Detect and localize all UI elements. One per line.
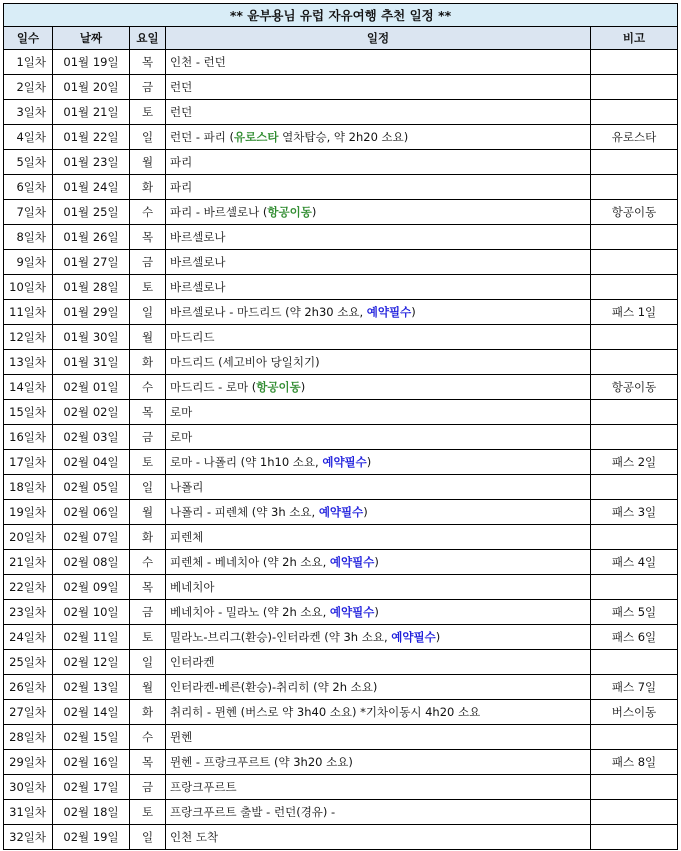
cell-note: 버스이동 [591, 700, 678, 725]
cell-note [591, 150, 678, 175]
cell-date: 01월 30일 [53, 325, 130, 350]
schedule-segment: 로마 - 나폴리 (약 1h10 소요, [170, 455, 323, 469]
cell-dow: 월 [130, 150, 166, 175]
schedule-segment: ) [374, 555, 379, 569]
cell-day: 31일차 [4, 800, 53, 825]
cell-date: 02월 17일 [53, 775, 130, 800]
cell-dow: 월 [130, 500, 166, 525]
schedule-segment: 인천 - 런던 [170, 55, 226, 69]
cell-dow: 토 [130, 275, 166, 300]
table-row [4, 175, 678, 200]
schedule-segment: 뮌헨 - 프랑크푸르트 (약 3h20 소요) [170, 755, 353, 769]
cell-dow: 수 [130, 375, 166, 400]
table-row [4, 200, 678, 225]
header-schedule: 일정 [166, 27, 591, 50]
schedule-segment: 바르셀로나 [170, 255, 226, 269]
cell-schedule [166, 575, 591, 600]
cell-schedule [166, 750, 591, 775]
cell-date: 01월 24일 [53, 175, 130, 200]
table-row [4, 425, 678, 450]
cell-date: 02월 14일 [53, 700, 130, 725]
cell-schedule [166, 250, 591, 275]
cell-date: 02월 19일 [53, 825, 130, 850]
table-row [4, 225, 678, 250]
schedule-segment: 인터라켄-베른(환승)-취리히 (약 2h 소요) [170, 680, 378, 694]
cell-schedule [166, 350, 591, 375]
schedule-segment: 로마 [170, 405, 193, 419]
table-row [4, 600, 678, 625]
schedule-segment: 런던 - 파리 ( [170, 130, 235, 144]
cell-date: 02월 07일 [53, 525, 130, 550]
cell-dow: 월 [130, 675, 166, 700]
cell-date: 01월 22일 [53, 125, 130, 150]
cell-note: 항공이동 [591, 200, 678, 225]
cell-date: 02월 02일 [53, 400, 130, 425]
schedule-segment: ) [374, 605, 379, 619]
cell-date: 01월 20일 [53, 75, 130, 100]
cell-note [591, 575, 678, 600]
header-dow: 요일 [130, 27, 166, 50]
cell-dow: 목 [130, 50, 166, 75]
cell-date: 01월 26일 [53, 225, 130, 250]
cell-day: 24일차 [4, 625, 53, 650]
cell-note [591, 225, 678, 250]
cell-schedule [166, 450, 591, 475]
cell-day: 5일차 [4, 150, 53, 175]
schedule-segment: 예약필수 [366, 305, 412, 319]
cell-note [591, 175, 678, 200]
cell-note: 패스 4일 [591, 550, 678, 575]
schedule-segment: 나폴리 [170, 480, 204, 494]
cell-day: 20일차 [4, 525, 53, 550]
table-row [4, 475, 678, 500]
schedule-segment: 항공이동 [256, 380, 301, 394]
table-row [4, 800, 678, 825]
cell-schedule [166, 200, 591, 225]
cell-note: 항공이동 [591, 375, 678, 400]
cell-date: 02월 16일 [53, 750, 130, 775]
table-row [4, 450, 678, 475]
cell-dow: 화 [130, 175, 166, 200]
cell-note: 패스 6일 [591, 625, 678, 650]
schedule-segment: ) [411, 305, 416, 319]
cell-dow: 화 [130, 700, 166, 725]
schedule-segment: 인천 도착 [170, 830, 219, 844]
cell-note: 유로스타 [591, 125, 678, 150]
cell-note [591, 650, 678, 675]
table-row [4, 150, 678, 175]
cell-day: 29일차 [4, 750, 53, 775]
cell-date: 02월 08일 [53, 550, 130, 575]
cell-dow: 화 [130, 350, 166, 375]
cell-day: 11일차 [4, 300, 53, 325]
cell-schedule [166, 475, 591, 500]
cell-day: 4일차 [4, 125, 53, 150]
cell-date: 02월 04일 [53, 450, 130, 475]
table-row [4, 625, 678, 650]
cell-day: 3일차 [4, 100, 53, 125]
header-row [4, 27, 678, 50]
table-row [4, 675, 678, 700]
cell-date: 02월 11일 [53, 625, 130, 650]
cell-dow: 목 [130, 575, 166, 600]
cell-note [591, 400, 678, 425]
cell-date: 02월 15일 [53, 725, 130, 750]
schedule-segment: 바르셀로나 - 마드리드 (약 2h30 소요, [170, 305, 367, 319]
cell-schedule [166, 800, 591, 825]
cell-schedule [166, 500, 591, 525]
table-row [4, 575, 678, 600]
cell-schedule [166, 75, 591, 100]
cell-day: 6일차 [4, 175, 53, 200]
table-row [4, 275, 678, 300]
cell-schedule [166, 225, 591, 250]
schedule-segment: 피렌체 - 베네치아 (약 2h 소요, [170, 555, 330, 569]
table-row [4, 250, 678, 275]
schedule-segment: 나폴리 - 피렌체 (약 3h 소요, [170, 505, 319, 519]
cell-dow: 금 [130, 250, 166, 275]
cell-date: 01월 29일 [53, 300, 130, 325]
cell-date: 02월 05일 [53, 475, 130, 500]
table-row [4, 650, 678, 675]
cell-date: 01월 27일 [53, 250, 130, 275]
cell-schedule [166, 825, 591, 850]
cell-date: 01월 31일 [53, 350, 130, 375]
table-row [4, 350, 678, 375]
cell-date: 02월 12일 [53, 650, 130, 675]
schedule-segment: 인터라켄 [170, 655, 215, 669]
cell-dow: 목 [130, 400, 166, 425]
schedule-segment: 베네치아 [170, 580, 215, 594]
schedule-segment: 파리 [170, 180, 193, 194]
cell-note: 패스 5일 [591, 600, 678, 625]
cell-day: 10일차 [4, 275, 53, 300]
cell-date: 01월 25일 [53, 200, 130, 225]
cell-dow: 목 [130, 750, 166, 775]
cell-schedule [166, 650, 591, 675]
cell-day: 18일차 [4, 475, 53, 500]
table-row [4, 75, 678, 100]
table-row [4, 325, 678, 350]
cell-date: 01월 19일 [53, 50, 130, 75]
schedule-segment: 파리 - 바르셀로나 ( [170, 205, 268, 219]
table-row [4, 825, 678, 850]
cell-dow: 화 [130, 525, 166, 550]
cell-schedule [166, 400, 591, 425]
table-row [4, 50, 678, 75]
cell-dow: 목 [130, 225, 166, 250]
cell-day: 27일차 [4, 700, 53, 725]
cell-note [591, 800, 678, 825]
cell-note [591, 100, 678, 125]
itinerary-table [3, 3, 678, 850]
schedule-segment: 프랑크푸르트 출발 - 런던(경유) - [170, 805, 336, 819]
cell-dow: 토 [130, 625, 166, 650]
header-date: 날짜 [53, 27, 130, 50]
table-row [4, 725, 678, 750]
cell-note [591, 250, 678, 275]
cell-day: 30일차 [4, 775, 53, 800]
table-row [4, 125, 678, 150]
schedule-segment: 항공이동 [267, 205, 312, 219]
schedule-segment: 바르셀로나 [170, 230, 226, 244]
cell-note [591, 275, 678, 300]
cell-note [591, 75, 678, 100]
cell-date: 01월 23일 [53, 150, 130, 175]
cell-note: 패스 3일 [591, 500, 678, 525]
cell-schedule [166, 625, 591, 650]
cell-day: 8일차 [4, 225, 53, 250]
schedule-segment: 밀라노-브리그(환승)-인터라켄 (약 3h 소요, [170, 630, 392, 644]
cell-note [591, 475, 678, 500]
cell-schedule [166, 150, 591, 175]
cell-schedule [166, 550, 591, 575]
cell-dow: 일 [130, 125, 166, 150]
schedule-segment: ) [300, 380, 306, 394]
cell-dow: 월 [130, 325, 166, 350]
cell-day: 12일차 [4, 325, 53, 350]
title-row [4, 4, 678, 27]
schedule-segment: 열차탑승, 약 2h20 소요) [278, 130, 409, 144]
cell-dow: 금 [130, 75, 166, 100]
cell-schedule [166, 50, 591, 75]
schedule-segment: 마드리드 [170, 330, 215, 344]
cell-schedule [166, 325, 591, 350]
cell-schedule [166, 525, 591, 550]
cell-day: 21일차 [4, 550, 53, 575]
cell-schedule [166, 275, 591, 300]
cell-note: 패스 7일 [591, 675, 678, 700]
schedule-segment: 예약필수 [322, 455, 367, 469]
schedule-segment: 예약필수 [318, 505, 364, 519]
schedule-segment: 유로스타 [234, 130, 279, 144]
cell-date: 02월 13일 [53, 675, 130, 700]
cell-day: 9일차 [4, 250, 53, 275]
schedule-segment: 런던 [170, 105, 193, 119]
schedule-segment: 마드리드 - 로마 ( [170, 380, 257, 394]
schedule-segment: 바르셀로나 [170, 280, 226, 294]
cell-note [591, 350, 678, 375]
table-row [4, 700, 678, 725]
cell-day: 17일차 [4, 450, 53, 475]
cell-dow: 금 [130, 775, 166, 800]
cell-schedule [166, 175, 591, 200]
schedule-segment: 예약필수 [329, 555, 375, 569]
cell-dow: 수 [130, 200, 166, 225]
cell-dow: 수 [130, 550, 166, 575]
header-note: 비고 [591, 27, 678, 50]
schedule-segment: 뮌헨 [170, 730, 193, 744]
table-row [4, 300, 678, 325]
cell-day: 22일차 [4, 575, 53, 600]
cell-date: 02월 18일 [53, 800, 130, 825]
table-row [4, 500, 678, 525]
cell-day: 14일차 [4, 375, 53, 400]
cell-schedule [166, 375, 591, 400]
cell-dow: 일 [130, 825, 166, 850]
cell-day: 32일차 [4, 825, 53, 850]
table-row [4, 550, 678, 575]
cell-day: 1일차 [4, 50, 53, 75]
cell-note: 패스 8일 [591, 750, 678, 775]
cell-note [591, 50, 678, 75]
cell-schedule [166, 100, 591, 125]
cell-day: 25일차 [4, 650, 53, 675]
schedule-segment: 취리히 - 뮌헨 (버스로 약 3h40 소요) *기차이동시 4h20 소요 [170, 705, 481, 719]
cell-dow: 금 [130, 425, 166, 450]
cell-day: 19일차 [4, 500, 53, 525]
schedule-segment: 로마 [170, 430, 193, 444]
cell-day: 28일차 [4, 725, 53, 750]
schedule-segment: ) [366, 455, 372, 469]
cell-date: 01월 28일 [53, 275, 130, 300]
schedule-segment: ) [363, 505, 368, 519]
cell-day: 2일차 [4, 75, 53, 100]
cell-schedule [166, 700, 591, 725]
schedule-segment: 마드리드 (세고비아 당일치기) [170, 355, 320, 369]
schedule-segment: 예약필수 [391, 630, 436, 644]
cell-day: 16일차 [4, 425, 53, 450]
cell-date: 02월 06일 [53, 500, 130, 525]
cell-note: 패스 2일 [591, 450, 678, 475]
cell-note [591, 825, 678, 850]
cell-dow: 토 [130, 100, 166, 125]
cell-note [591, 725, 678, 750]
cell-schedule [166, 775, 591, 800]
cell-dow: 토 [130, 450, 166, 475]
cell-date: 02월 01일 [53, 375, 130, 400]
cell-date: 01월 21일 [53, 100, 130, 125]
table-row [4, 400, 678, 425]
cell-schedule [166, 125, 591, 150]
cell-dow: 일 [130, 650, 166, 675]
schedule-segment: 런던 [170, 80, 193, 94]
cell-dow: 금 [130, 600, 166, 625]
cell-day: 26일차 [4, 675, 53, 700]
cell-schedule [166, 600, 591, 625]
table-row [4, 775, 678, 800]
cell-schedule [166, 300, 591, 325]
cell-day: 7일차 [4, 200, 53, 225]
table-row [4, 525, 678, 550]
cell-day: 13일차 [4, 350, 53, 375]
schedule-segment: ) [311, 205, 317, 219]
schedule-segment: 예약필수 [329, 605, 375, 619]
cell-note [591, 775, 678, 800]
schedule-segment: ) [435, 630, 441, 644]
schedule-segment: 프랑크푸르트 [170, 780, 237, 794]
schedule-segment: 피렌체 [170, 530, 204, 544]
cell-date: 02월 10일 [53, 600, 130, 625]
table-row [4, 100, 678, 125]
cell-day: 15일차 [4, 400, 53, 425]
schedule-segment: 베네치아 - 밀라노 (약 2h 소요, [170, 605, 330, 619]
cell-note [591, 325, 678, 350]
schedule-segment: 파리 [170, 155, 193, 169]
cell-note: 패스 1일 [591, 300, 678, 325]
cell-note [591, 525, 678, 550]
cell-note [591, 425, 678, 450]
cell-dow: 일 [130, 475, 166, 500]
cell-dow: 토 [130, 800, 166, 825]
cell-schedule [166, 675, 591, 700]
cell-dow: 일 [130, 300, 166, 325]
cell-schedule [166, 425, 591, 450]
cell-day: 23일차 [4, 600, 53, 625]
cell-date: 02월 09일 [53, 575, 130, 600]
cell-date: 02월 03일 [53, 425, 130, 450]
cell-schedule [166, 725, 591, 750]
sheet-title: ** 윤부용님 유럽 자유여행 추천 일정 ** [4, 4, 678, 27]
table-row [4, 750, 678, 775]
cell-dow: 수 [130, 725, 166, 750]
header-day: 일수 [4, 27, 53, 50]
table-row [4, 375, 678, 400]
